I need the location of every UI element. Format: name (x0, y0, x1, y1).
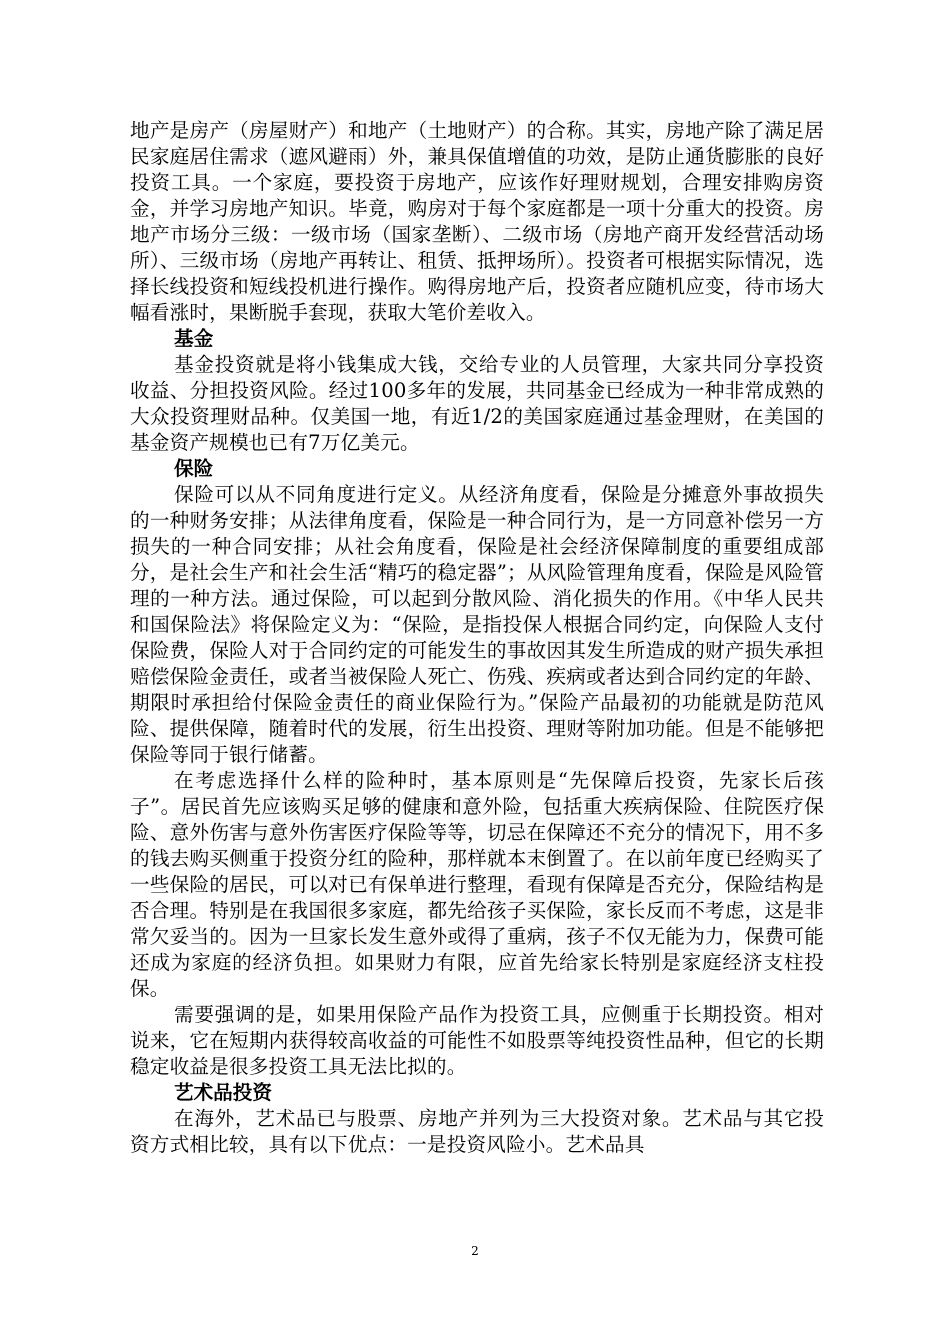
paragraph-art-investment: 在海外，艺术品已与股票、房地产并列为三大投资对象。艺术品与其它投资方式相比较，具有以下优点：一是投资风险小。艺术品具 (130, 1107, 824, 1156)
paragraph-funds: 基金投资就是将小钱集成大钱，交给专业的人员管理，大家共同分享投资收益、分担投资风险。经过100多年的发展，共同基金已经成为一种非常成熟的大众投资理财品种。仅美国一地，有近1/2的美国家庭通过基金理财，在美国的基金资产规模也已有7万亿美元。 (130, 353, 824, 454)
page-number: 2 (471, 1244, 479, 1258)
paragraph-real-estate: 地产是房产（房屋财产）和地产（土地财产）的合称。其实，房地产除了满足居民家庭居住需求（遮风避雨）外，兼具保值增值的功效，是防止通货膨胀的良好投资工具。一个家庭，要投资于房地产，应该作好理财规划，合理安排购房资金，并学习房地产知识。毕竟，购房对于每个家庭都是一项十分重大的投资。房地产市场分三级：一级市场（国家垄断）、二级市场（房地产商开发经营活动场所）、三级市场（房地产再转让、租赁、抵押场所）。投资者可根据实际情况，选择长线投资和短线投机进行操作。购得房地产后，投资者应随机应变，待市场大幅看涨时，果断脱手套现，获取大笔价差收入。 (130, 119, 824, 324)
paragraph-insurance-long-term: 需要强调的是，如果用保险产品作为投资工具，应侧重于长期投资。相对说来，它在短期内获得较高收益的可能性不如股票等纯投资性品种，但它的长期稳定收益是很多投资工具无法比拟的。 (130, 1003, 824, 1078)
paragraph-insurance-definition: 保险可以从不同角度进行定义。从经济角度看，保险是分摊意外事故损失的一种财务安排；从法律角度看，保险是一种合同行为，是一方同意补偿另一方损失的一种合同安排；从社会角度看，保险是社会经济保障制度的重要组成部分，是社会生产和社会生活“精巧的稳定器”；从风险管理角度看，保险是风险管理的一种方法。通过保险，可以起到分散风险、消化损失的作用。《中华人民共和国保险法》将保险定义为：“保险，是指投保人根据合同约定，向保险人支付保险费，保险人对于合同约定的可能发生的事故因其发生所造成的财产损失承担赔偿保险金责任，或者当被保险人死亡、伤残、疾病或者达到合同约定的年龄、期限时承担给付保险金责任的商业保险行为。”保险产品最初的功能就是防范风险、提供保障，随着时代的发展，衍生出投资、理财等附加功能。但是不能够把保险等同于银行储蓄。 (130, 483, 824, 766)
document-body (130, 118, 824, 1158)
heading-art-investment: 艺术品投资 (174, 1081, 272, 1104)
paragraph-insurance-selection: 在考虑选择什么样的险种时，基本原则是“先保障后投资，先家长后孩子”。居民首先应该购买足够的健康和意外险，包括重大疾病保险、住院医疗保险、意外伤害与意外伤害医疗保险等等，切忌在保障还不充分的情况下，用不多的钱去购买侧重于投资分红的险种，那样就本末倒置了。在以前年度已经购买了一些保险的居民，可以对已有保单进行整理，看现有保障是否充分，保险结构是否合理。特别是在我国很多家庭，都先给孩子买保险，家长反而不考虑，这是非常欠妥当的。因为一旦家长发生意外或得了重病，孩子不仅无能为力，保费可能还成为家庭的经济负担。如果财力有限，应首先给家长特别是家庭经济支柱投保。 (130, 769, 824, 1000)
heading-funds: 基金 (174, 327, 214, 350)
heading-insurance: 保险 (174, 457, 214, 480)
